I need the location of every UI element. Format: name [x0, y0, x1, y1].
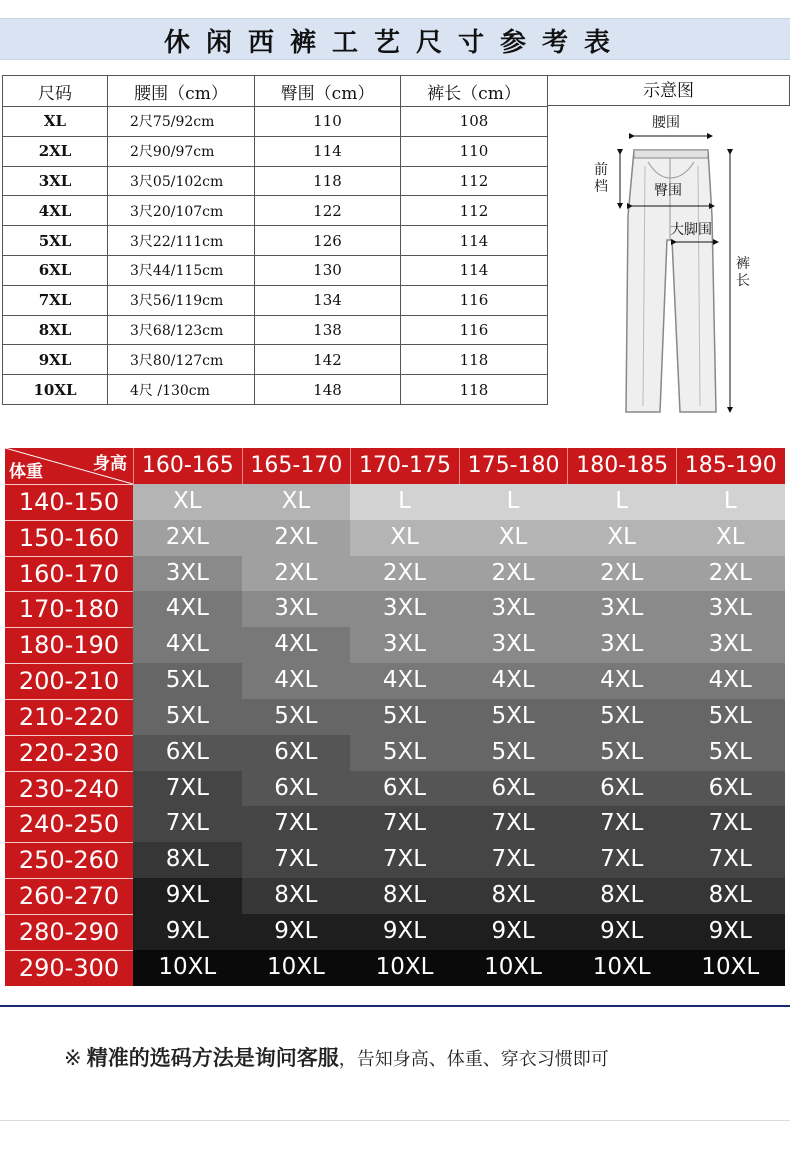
- weight-label: 260-270: [5, 878, 133, 914]
- note-rest: ，告知身高、体重、穿衣习惯即可: [338, 1049, 609, 1070]
- cell-length: 112: [401, 166, 548, 196]
- size-cell: L: [676, 484, 785, 520]
- weight-label: 150-160: [5, 520, 133, 556]
- matrix-row: [5, 556, 785, 592]
- cell-waist: 2尺75/92cm: [108, 107, 255, 137]
- matrix-row: [5, 484, 785, 520]
- size-cell: 9XL: [133, 914, 242, 950]
- cell-size: 2XL: [3, 136, 108, 166]
- cell-waist: 4尺 /130cm: [108, 375, 255, 405]
- cell-hip: 114: [255, 136, 401, 166]
- matrix-row: [5, 520, 785, 556]
- weight-label: 220-230: [5, 735, 133, 771]
- size-cell: 10XL: [567, 950, 676, 986]
- size-row: [3, 107, 548, 137]
- cell-length: 110: [401, 136, 548, 166]
- cell-size: 6XL: [3, 255, 108, 285]
- matrix-row: [5, 663, 785, 699]
- note-mark: ※: [64, 1046, 82, 1070]
- size-cell: 5XL: [242, 699, 351, 735]
- cell-hip: 118: [255, 166, 401, 196]
- size-cell: 6XL: [350, 771, 459, 807]
- size-row: [3, 196, 548, 226]
- size-cell: 6XL: [133, 735, 242, 771]
- weight-label: 280-290: [5, 914, 133, 950]
- cell-hip: 148: [255, 375, 401, 405]
- size-row: [3, 136, 548, 166]
- size-cell: 5XL: [459, 735, 568, 771]
- size-cell: 6XL: [676, 771, 785, 807]
- matrix-corner: [5, 448, 133, 484]
- weight-label: 170-180: [5, 591, 133, 627]
- cell-length: 116: [401, 315, 548, 345]
- height-headers: [133, 448, 785, 484]
- matrix-row: [5, 878, 785, 914]
- weight-label: 250-260: [5, 842, 133, 878]
- cell-size: 5XL: [3, 226, 108, 256]
- size-row: [3, 226, 548, 256]
- size-cell: XL: [676, 520, 785, 556]
- size-cell: 2XL: [242, 556, 351, 592]
- cell-waist: 3尺05/102cm: [108, 166, 255, 196]
- size-cell: 6XL: [242, 771, 351, 807]
- size-cell: 3XL: [459, 627, 568, 663]
- size-cell: 5XL: [350, 699, 459, 735]
- size-row: [3, 285, 548, 315]
- matrix-row: [5, 699, 785, 735]
- weight-label: 200-210: [5, 663, 133, 699]
- size-cell: XL: [459, 520, 568, 556]
- header-length: 裤长（cm）: [401, 76, 548, 107]
- footer-rule: [0, 1005, 790, 1007]
- cell-length: 118: [401, 345, 548, 375]
- size-cell: 7XL: [459, 806, 568, 842]
- cell-waist: 3尺68/123cm: [108, 315, 255, 345]
- cell-hip: 122: [255, 196, 401, 226]
- matrix-row: [5, 771, 785, 807]
- weight-label: 290-300: [5, 950, 133, 986]
- height-header: 185-190: [676, 448, 785, 484]
- size-cell: 3XL: [459, 591, 568, 627]
- label-waist: 腰围: [652, 115, 680, 131]
- size-recommendation-matrix: [5, 448, 785, 986]
- weight-label: 210-220: [5, 699, 133, 735]
- size-cell: 6XL: [242, 735, 351, 771]
- size-table: [2, 75, 548, 405]
- size-cell: XL: [567, 520, 676, 556]
- size-table-body: [3, 107, 548, 405]
- weight-label: 230-240: [5, 771, 133, 807]
- cell-waist: 3尺80/127cm: [108, 345, 255, 375]
- header-hip: 臀围（cm）: [255, 76, 401, 107]
- cell-waist: 3尺22/111cm: [108, 226, 255, 256]
- size-cell: 7XL: [676, 806, 785, 842]
- cell-waist: 3尺44/115cm: [108, 255, 255, 285]
- size-cell: 4XL: [350, 663, 459, 699]
- size-cell: 5XL: [133, 699, 242, 735]
- weight-label: 240-250: [5, 806, 133, 842]
- size-cell: 8XL: [133, 842, 242, 878]
- size-cell: 9XL: [133, 878, 242, 914]
- matrix-body: [5, 484, 785, 986]
- size-cell: 7XL: [242, 806, 351, 842]
- size-cell: XL: [133, 484, 242, 520]
- size-cell: 7XL: [567, 806, 676, 842]
- matrix-header-row: [5, 448, 785, 484]
- size-cell: 4XL: [133, 627, 242, 663]
- size-cell: 3XL: [133, 556, 242, 592]
- size-cell: XL: [350, 520, 459, 556]
- cell-hip: 134: [255, 285, 401, 315]
- pants-diagram: [548, 106, 790, 416]
- size-cell: 5XL: [676, 699, 785, 735]
- size-cell: L: [350, 484, 459, 520]
- height-header: 165-170: [242, 448, 351, 484]
- cell-hip: 110: [255, 107, 401, 137]
- size-cell: XL: [242, 484, 351, 520]
- pants-illustration: [548, 106, 790, 416]
- size-cell: 5XL: [676, 735, 785, 771]
- size-cell: 2XL: [567, 556, 676, 592]
- matrix-row: [5, 627, 785, 663]
- size-cell: 7XL: [133, 806, 242, 842]
- size-cell: 2XL: [242, 520, 351, 556]
- size-cell: 10XL: [350, 950, 459, 986]
- size-cell: 8XL: [242, 878, 351, 914]
- cell-waist: 2尺90/97cm: [108, 136, 255, 166]
- cell-length: 112: [401, 196, 548, 226]
- cell-size: 8XL: [3, 315, 108, 345]
- matrix-row: [5, 735, 785, 771]
- size-cell: 5XL: [350, 735, 459, 771]
- size-row: [3, 315, 548, 345]
- cell-waist: 3尺56/119cm: [108, 285, 255, 315]
- cell-size: 10XL: [3, 375, 108, 405]
- size-cell: 2XL: [133, 520, 242, 556]
- size-row: [3, 345, 548, 375]
- footer-note: [64, 1042, 609, 1072]
- size-cell: 10XL: [133, 950, 242, 986]
- size-cell: 2XL: [350, 556, 459, 592]
- cell-hip: 130: [255, 255, 401, 285]
- weight-label: 180-190: [5, 627, 133, 663]
- header-waist: 腰围（cm）: [108, 76, 255, 107]
- size-row: [3, 166, 548, 196]
- note-strong: 精准的选码方法是询问客服: [86, 1046, 339, 1070]
- cell-length: 118: [401, 375, 548, 405]
- size-cell: 5XL: [459, 699, 568, 735]
- header-size: 尺码: [3, 76, 108, 107]
- cell-size: XL: [3, 107, 108, 137]
- diagram-header: 示意图: [548, 75, 790, 106]
- size-cell: 8XL: [567, 878, 676, 914]
- size-cell: 3XL: [676, 591, 785, 627]
- size-cell: 6XL: [459, 771, 568, 807]
- cell-hip: 138: [255, 315, 401, 345]
- size-cell: 8XL: [676, 878, 785, 914]
- cell-size: 4XL: [3, 196, 108, 226]
- size-row: [3, 375, 548, 405]
- matrix-row: [5, 806, 785, 842]
- size-cell: 4XL: [242, 663, 351, 699]
- bottom-rule: [0, 1120, 790, 1121]
- matrix-row: [5, 950, 785, 986]
- label-hip: 臀围: [654, 183, 682, 199]
- corner-weight-label: 体重: [9, 462, 43, 482]
- size-cell: 5XL: [567, 699, 676, 735]
- weight-label: 160-170: [5, 556, 133, 592]
- size-cell: 7XL: [350, 842, 459, 878]
- size-cell: 9XL: [459, 914, 568, 950]
- size-cell: 5XL: [133, 663, 242, 699]
- page-title: 休闲西裤工艺尺寸参考表: [163, 28, 626, 58]
- size-cell: 8XL: [459, 878, 568, 914]
- cell-size: 3XL: [3, 166, 108, 196]
- matrix-row: [5, 591, 785, 627]
- matrix-row: [5, 914, 785, 950]
- title-banner: [0, 18, 790, 60]
- size-table-header: [3, 76, 548, 107]
- cell-size: 7XL: [3, 285, 108, 315]
- corner-height-label: 身高: [93, 454, 127, 474]
- cell-length: 108: [401, 107, 548, 137]
- cell-hip: 142: [255, 345, 401, 375]
- size-cell: L: [567, 484, 676, 520]
- size-cell: 5XL: [567, 735, 676, 771]
- cell-length: 114: [401, 226, 548, 256]
- size-cell: 3XL: [350, 591, 459, 627]
- size-cell: 4XL: [133, 591, 242, 627]
- height-header: 170-175: [350, 448, 459, 484]
- size-cell: 7XL: [676, 842, 785, 878]
- size-cell: 10XL: [242, 950, 351, 986]
- size-cell: 4XL: [242, 627, 351, 663]
- size-cell: 10XL: [676, 950, 785, 986]
- height-header: 160-165: [133, 448, 242, 484]
- label-length: 裤长: [736, 256, 750, 289]
- size-cell: L: [459, 484, 568, 520]
- size-cell: 9XL: [676, 914, 785, 950]
- size-cell: 10XL: [459, 950, 568, 986]
- label-front-rise: 前档: [594, 162, 608, 195]
- height-header: 175-180: [459, 448, 568, 484]
- size-cell: 7XL: [567, 842, 676, 878]
- cell-length: 114: [401, 255, 548, 285]
- size-cell: 3XL: [242, 591, 351, 627]
- cell-waist: 3尺20/107cm: [108, 196, 255, 226]
- size-cell: 7XL: [350, 806, 459, 842]
- size-cell: 9XL: [567, 914, 676, 950]
- cell-hip: 126: [255, 226, 401, 256]
- cell-length: 116: [401, 285, 548, 315]
- weight-label: 140-150: [5, 484, 133, 520]
- size-cell: 4XL: [676, 663, 785, 699]
- cell-size: 9XL: [3, 345, 108, 375]
- size-cell: 6XL: [567, 771, 676, 807]
- size-cell: 8XL: [350, 878, 459, 914]
- matrix-row: [5, 842, 785, 878]
- size-cell: 4XL: [459, 663, 568, 699]
- size-cell: 4XL: [567, 663, 676, 699]
- size-cell: 9XL: [350, 914, 459, 950]
- label-leg-opening: 大脚围: [670, 222, 712, 238]
- size-cell: 9XL: [242, 914, 351, 950]
- size-cell: 3XL: [567, 591, 676, 627]
- size-cell: 7XL: [133, 771, 242, 807]
- size-cell: 7XL: [242, 842, 351, 878]
- size-cell: 3XL: [567, 627, 676, 663]
- size-cell: 2XL: [676, 556, 785, 592]
- size-cell: 3XL: [350, 627, 459, 663]
- size-cell: 3XL: [676, 627, 785, 663]
- size-row: [3, 255, 548, 285]
- size-cell: 7XL: [459, 842, 568, 878]
- height-header: 180-185: [567, 448, 676, 484]
- size-cell: 2XL: [459, 556, 568, 592]
